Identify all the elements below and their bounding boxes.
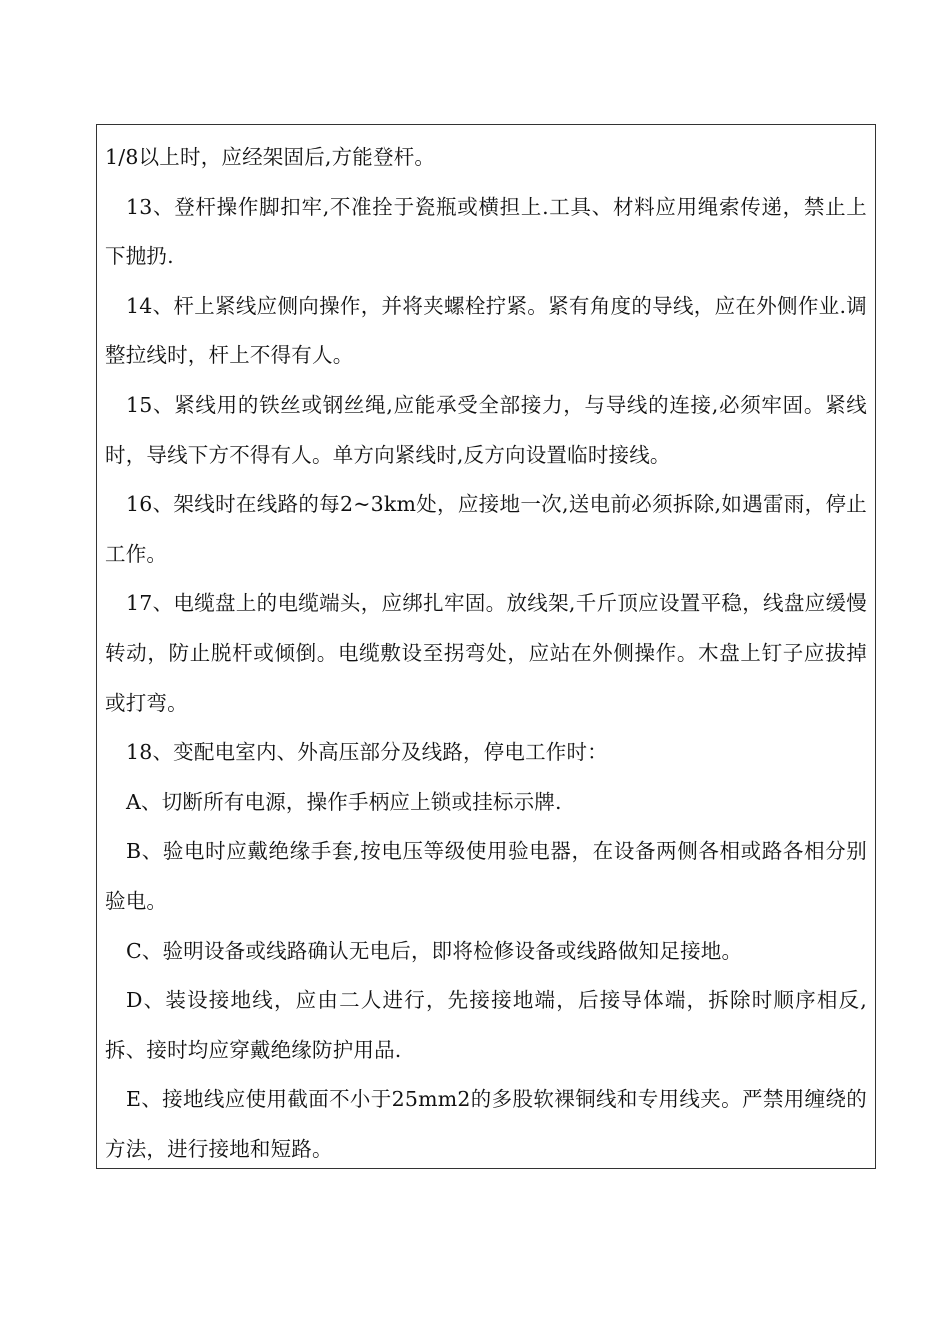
document-content-box [96,124,876,1169]
paragraph-14: 14、杆上紧线应侧向操作，并将夹螺栓拧紧。紧有角度的导线，应在外侧作业.调整拉线时，杆上不得有人。 [105,293,867,368]
paragraph-16: 16、架线时在线路的每2~3km处，应接地一次,送电前必须拆除,如遇雷雨，停止工作。 [105,492,867,566]
paragraph-18-e: E、接地线应使用截面不小于25mm2的多股软裸铜线和专用线夹。严禁用缠绕的方法，进行接地和短路。 [105,1087,867,1161]
paragraph-13: 13、登杆操作脚扣牢,不准拴于瓷瓶或横担上.工具、材料应用绳索传递，禁止上下抛扔. [105,194,867,269]
paragraph-18: 18、变配电室内、外高压部分及线路，停电工作时： [126,740,608,765]
paragraph-15: 15、紧线用的铁丝或钢丝绳,应能承受全部接力，与导线的连接,必须牢固。紧线时，导线下方不得有人。单方向紧线时,反方向设置临时接线。 [105,392,867,467]
paragraph-continuation: 1/8以上时，应经架固后,方能登杆。 [105,145,436,169]
paragraph-18-d: D、装设接地线，应由二人进行，先接接地端，后接导体端，拆除时顺序相反,拆、接时均应穿戴绝缘防护用品. [105,988,867,1062]
paragraph-17: 17、电缆盘上的电缆端头，应绑扎牢固。放线架,千斤顶应设置平稳，线盘应缓慢转动，防止脱杆或倾倒。电缆敷设至拐弯处，应站在外侧操作。木盘上钉子应拔掉或打弯。 [105,591,867,715]
paragraph-18-b: B、验电时应戴绝缘手套,按电压等级使用验电器，在设备两侧各相或路各相分别验电。 [105,839,867,913]
paragraph-18-c: C、验明设备或线路确认无电后，即将检修设备或线路做知足接地。 [126,938,743,963]
paragraph-18-a: A、切断所有电源，操作手柄应上锁或挂标示牌. [126,789,562,814]
